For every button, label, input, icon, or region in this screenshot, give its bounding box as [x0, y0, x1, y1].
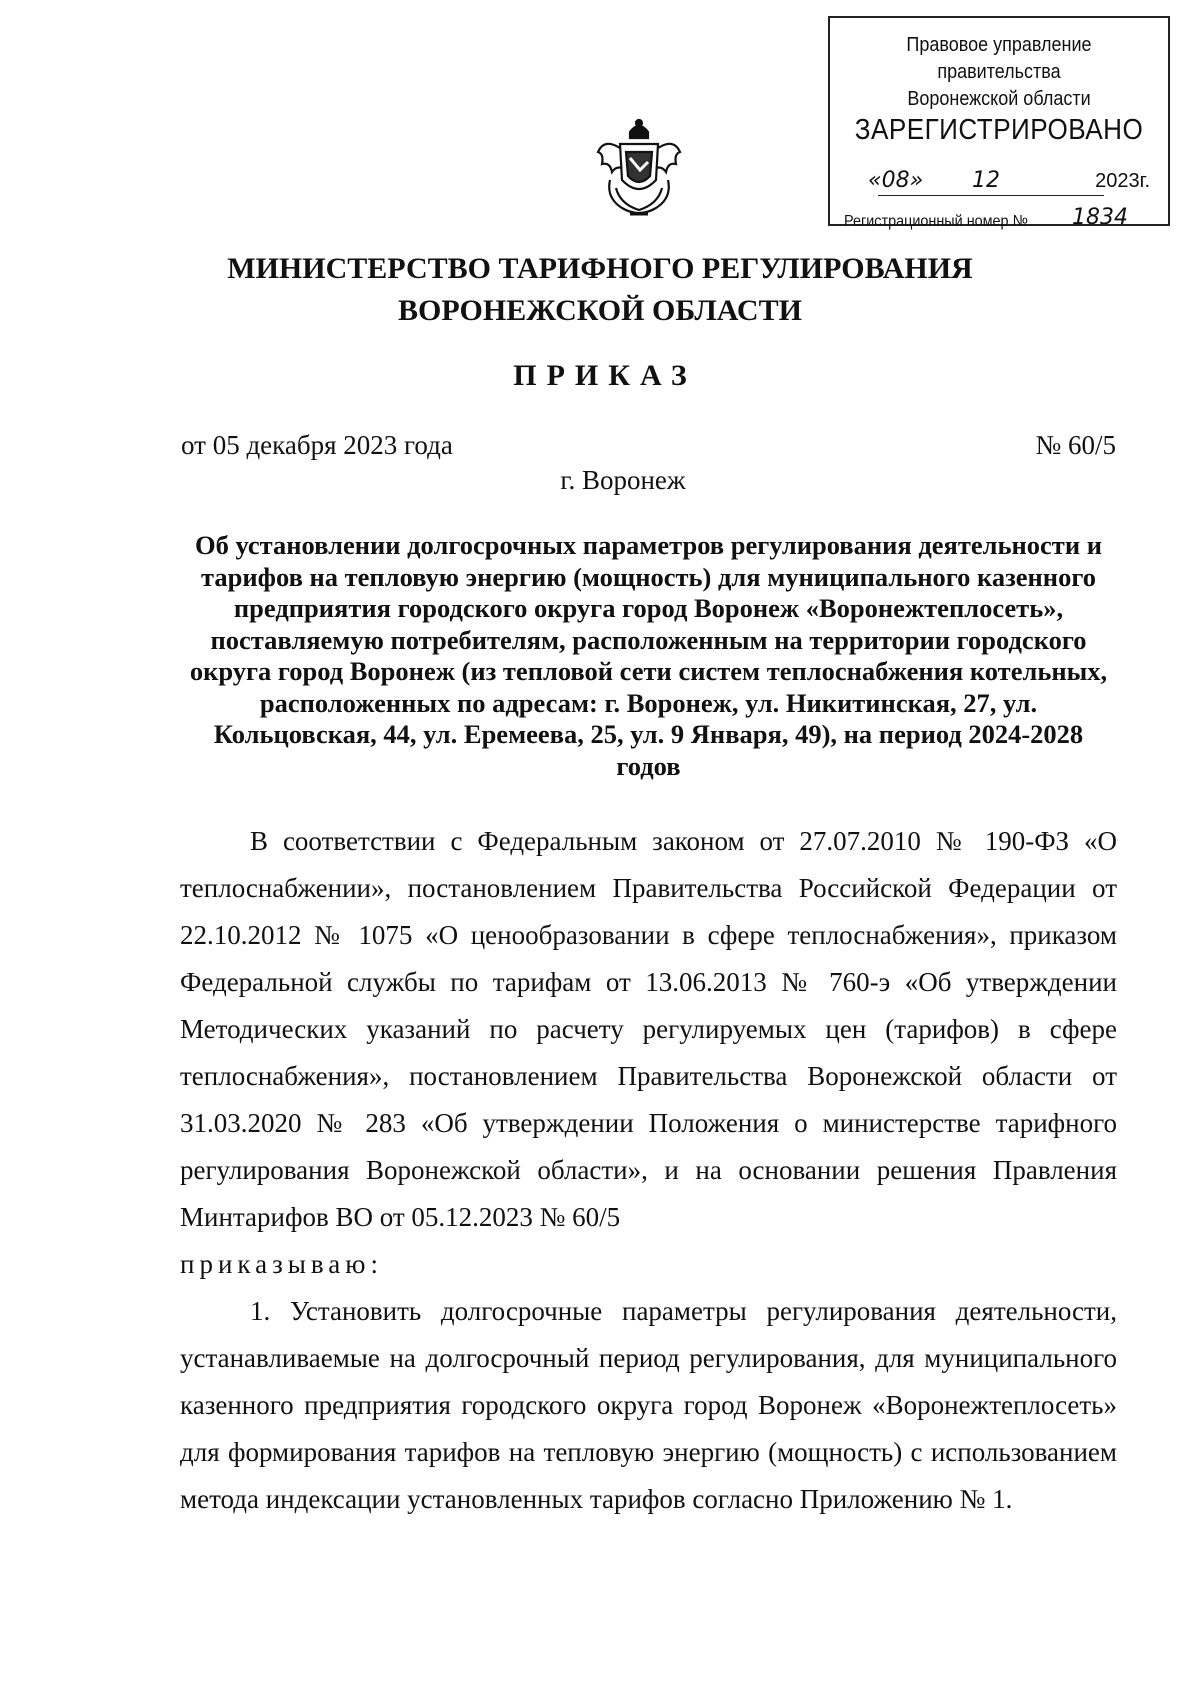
ministry-title [0, 248, 1200, 332]
ministry-title-line1: МИНИСТЕРСТВО ТАРИФНОГО РЕГУЛИРОВАНИЯ [227, 252, 973, 285]
stamp-date [868, 168, 1154, 198]
document-date: от 05 декабря 2023 года [181, 430, 453, 460]
stamp-status: ЗАРЕГИСТРИРОВАНО [854, 114, 1144, 146]
stamp-date-underline [878, 195, 1104, 196]
item-1-paragraph: 1. Установить долгосрочные параметры регулирования деятельности, устанавливаемые на долгосрочный период регулирования, для муниципального казенного предприятия городского округа город Воронеж «Воронежтеплосеть» для формирования тарифов на тепловую энергию (мощность) с использованием метода индексации установленных тарифов согласно Приложению № 1. [180, 1296, 1117, 1514]
document-type: ПРИКАЗ [513, 359, 697, 392]
stamp-regno [844, 205, 1154, 231]
preamble-paragraph: В соответствии с Федеральным законом от 27.07.2010 № 190-ФЗ «О теплоснабжении», постановлением Правительства Российской Федерации от 22.10.2012 № 1075 «О ценообразовании в сфере теплоснабжения», приказом Федеральной службы по тарифам от 13.06.2013 № 760-э «Об утверждении Методических указаний по расчету регулируемых цен (тарифов) в сфере теплоснабжения», постановлением Правительства Воронежской области от 31.03.2020 № 283 «Об утверждении Положения о министерстве тарифного регулирования Воронежской области», и на основании решения Правления Минтарифов ВО от 05.12.2023 № 60/5 [180, 826, 1117, 1232]
stamp-organization [847, 32, 1151, 113]
stamp-date-month: 12 [972, 168, 1000, 193]
stamp-date-day: «08» [868, 168, 924, 193]
stamp-regno-label: Регистрационный номер № [844, 213, 1029, 230]
document-subject: Об установлении долгосрочных параметров регулирования деятельности и тарифов на тепловую энергию (мощность) для муниципального казенного предприятия городского округа город Воронеж «Воронежтеплосеть», поставляемую потребителям, расположенным на территории городского округа город Воронеж (из тепловой сети систем теплоснабжения котельных, расположенных по адресам: г. Воронеж, ул. Никитинская, 27, ул. Кольцовская, 44, ул. Еремеева, 25, ул. 9 Января, 49), на период 2024-2028 годов [189, 530, 1108, 781]
stamp-regno-value: 1834 [1072, 205, 1128, 230]
ministry-title-line2: ВОРОНЕЖСКОЙ ОБЛАСТИ [398, 294, 802, 327]
stamp-org-line1: Правовое управление правительства [906, 34, 1092, 83]
stamp-org-line2: Воронежской области [907, 88, 1091, 110]
document-body [180, 818, 1117, 1523]
voronezh-coat-of-arms-icon [590, 118, 688, 222]
stamp-date-year: 2023г. [1095, 170, 1150, 192]
document-number: № 60/5 [1035, 430, 1116, 460]
registration-stamp [828, 16, 1170, 230]
order-word: приказываю: [180, 1249, 383, 1279]
document-city: г. Воронеж [560, 465, 686, 495]
